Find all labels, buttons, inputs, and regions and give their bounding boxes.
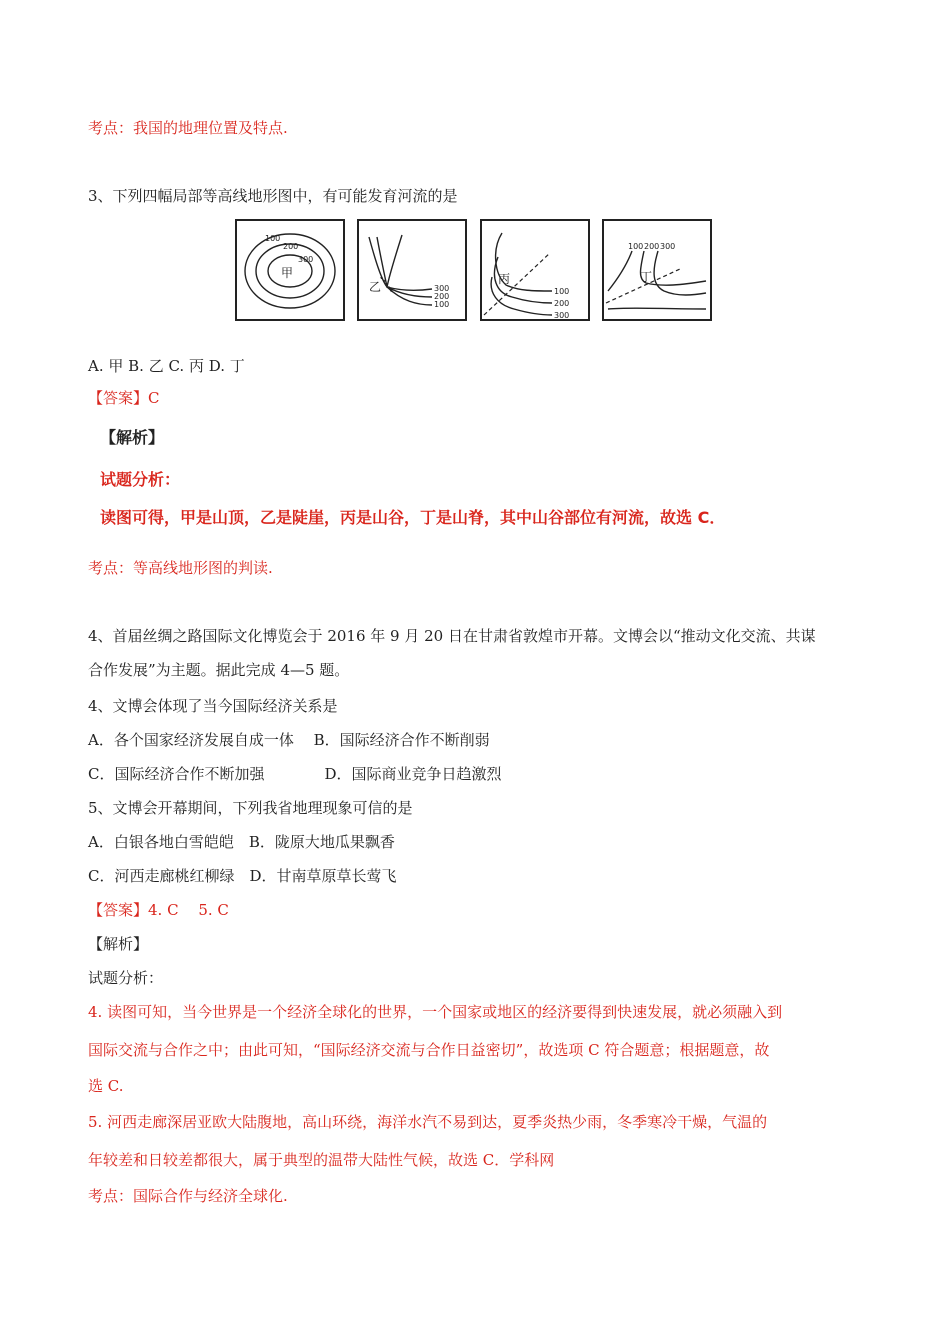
jia-label: 甲 — [281, 266, 294, 280]
a5-line1: 5. 河西走廊深居亚欧大陆腹地，高山环绕，海洋水汽不易到达，夏季炎热少雨，冬季寒冷干燥，气温的 — [88, 1113, 768, 1131]
bing-contour-200: 200 — [554, 299, 570, 308]
ding-contour-300: 300 — [660, 242, 676, 251]
yi-label: 乙 — [369, 280, 382, 294]
q2-kaodian: 考点：我国的地理位置及特点. — [88, 119, 288, 137]
q45-intro-line2: 合作发展”为主题。据此完成 4—5 题。 — [88, 661, 350, 679]
bing-contour-100: 100 — [554, 287, 570, 296]
a5-line2: 年较差和日较差都很大，属于典型的温带大陆性气候，故选 C．学科网 — [88, 1151, 555, 1169]
q4-options-ab: A．各个国家经济发展自成一体 B．国际经济合作不断削弱 — [88, 731, 490, 749]
contour-figures — [235, 219, 710, 324]
figure-bing — [480, 219, 590, 321]
a4-line3: 选 C. — [88, 1077, 124, 1095]
yi-contour-200: 200 — [434, 292, 450, 301]
a4-line2: 国际交流与合作之中；由此可知，“国际经济交流与合作日益密切”，故选项 C 符合题意；根据题意，故 — [88, 1041, 770, 1059]
yi-contour-300: 300 — [434, 284, 450, 293]
jia-contour-100: 100 — [265, 234, 281, 243]
q5-options-ab: A．白银各地白雪皑皑 B．陇原大地瓜果飘香 — [88, 833, 395, 851]
q3-analysis: 读图可得，甲是山顶，乙是陡崖，丙是山谷，丁是山脊，其中山谷部位有河流，故选 C． — [100, 508, 726, 527]
figure-ding — [602, 219, 712, 321]
jia-contour-300: 300 — [298, 255, 314, 264]
q3-jiexi: 【解析】 — [100, 428, 165, 447]
q45-intro-line1: 4、首届丝绸之路国际文化博览会于 2016 年 9 月 20 日在甘肃省敦煌市开幕。文博会以“推动文化交流、共谋 — [88, 627, 816, 645]
ding-contour-100: 100 — [628, 242, 644, 251]
q3-analysis-title: 试题分析： — [100, 470, 181, 489]
q3-options: A. 甲 B. 乙 C. 丙 D. 丁 — [88, 357, 245, 375]
jia-contour-200: 200 — [283, 242, 299, 251]
figure-yi — [357, 219, 467, 321]
a4-line1: 4. 读图可知，当今世界是一个经济全球化的世界，一个国家或地区的经济要得到快速发展，就必须融入到 — [88, 1003, 783, 1021]
figure-jia — [235, 219, 345, 321]
yi-contour-100: 100 — [434, 300, 450, 309]
bing-contour-300: 300 — [554, 311, 570, 320]
q45-analysis-title: 试题分析： — [88, 969, 164, 987]
q3-question: 3、下列四幅局部等高线地形图中，有可能发育河流的是 — [88, 187, 458, 205]
q45-answer: 【答案】4. C 5. C — [88, 901, 229, 919]
q3-kaodian: 考点：等高线地形图的判读. — [88, 559, 273, 577]
q45-kaodian: 考点：国际合作与经济全球化. — [88, 1187, 288, 1205]
q5-options-cd: C．河西走廊桃红柳绿 D．甘南草原草长莺飞 — [88, 867, 397, 885]
q5-question: 5、文博会开幕期间，下列我省地理现象可信的是 — [88, 799, 413, 817]
bing-label: 丙 — [498, 272, 511, 286]
ding-label: 丁 — [640, 270, 653, 284]
q4-options-cd: C．国际经济合作不断加强 D．国际商业竞争日趋激烈 — [88, 765, 502, 783]
q3-answer: 【答案】C — [88, 389, 160, 407]
q45-jiexi: 【解析】 — [88, 935, 149, 953]
ding-contour-200: 200 — [644, 242, 660, 251]
q4-question: 4、文博会体现了当今国际经济关系是 — [88, 697, 338, 715]
